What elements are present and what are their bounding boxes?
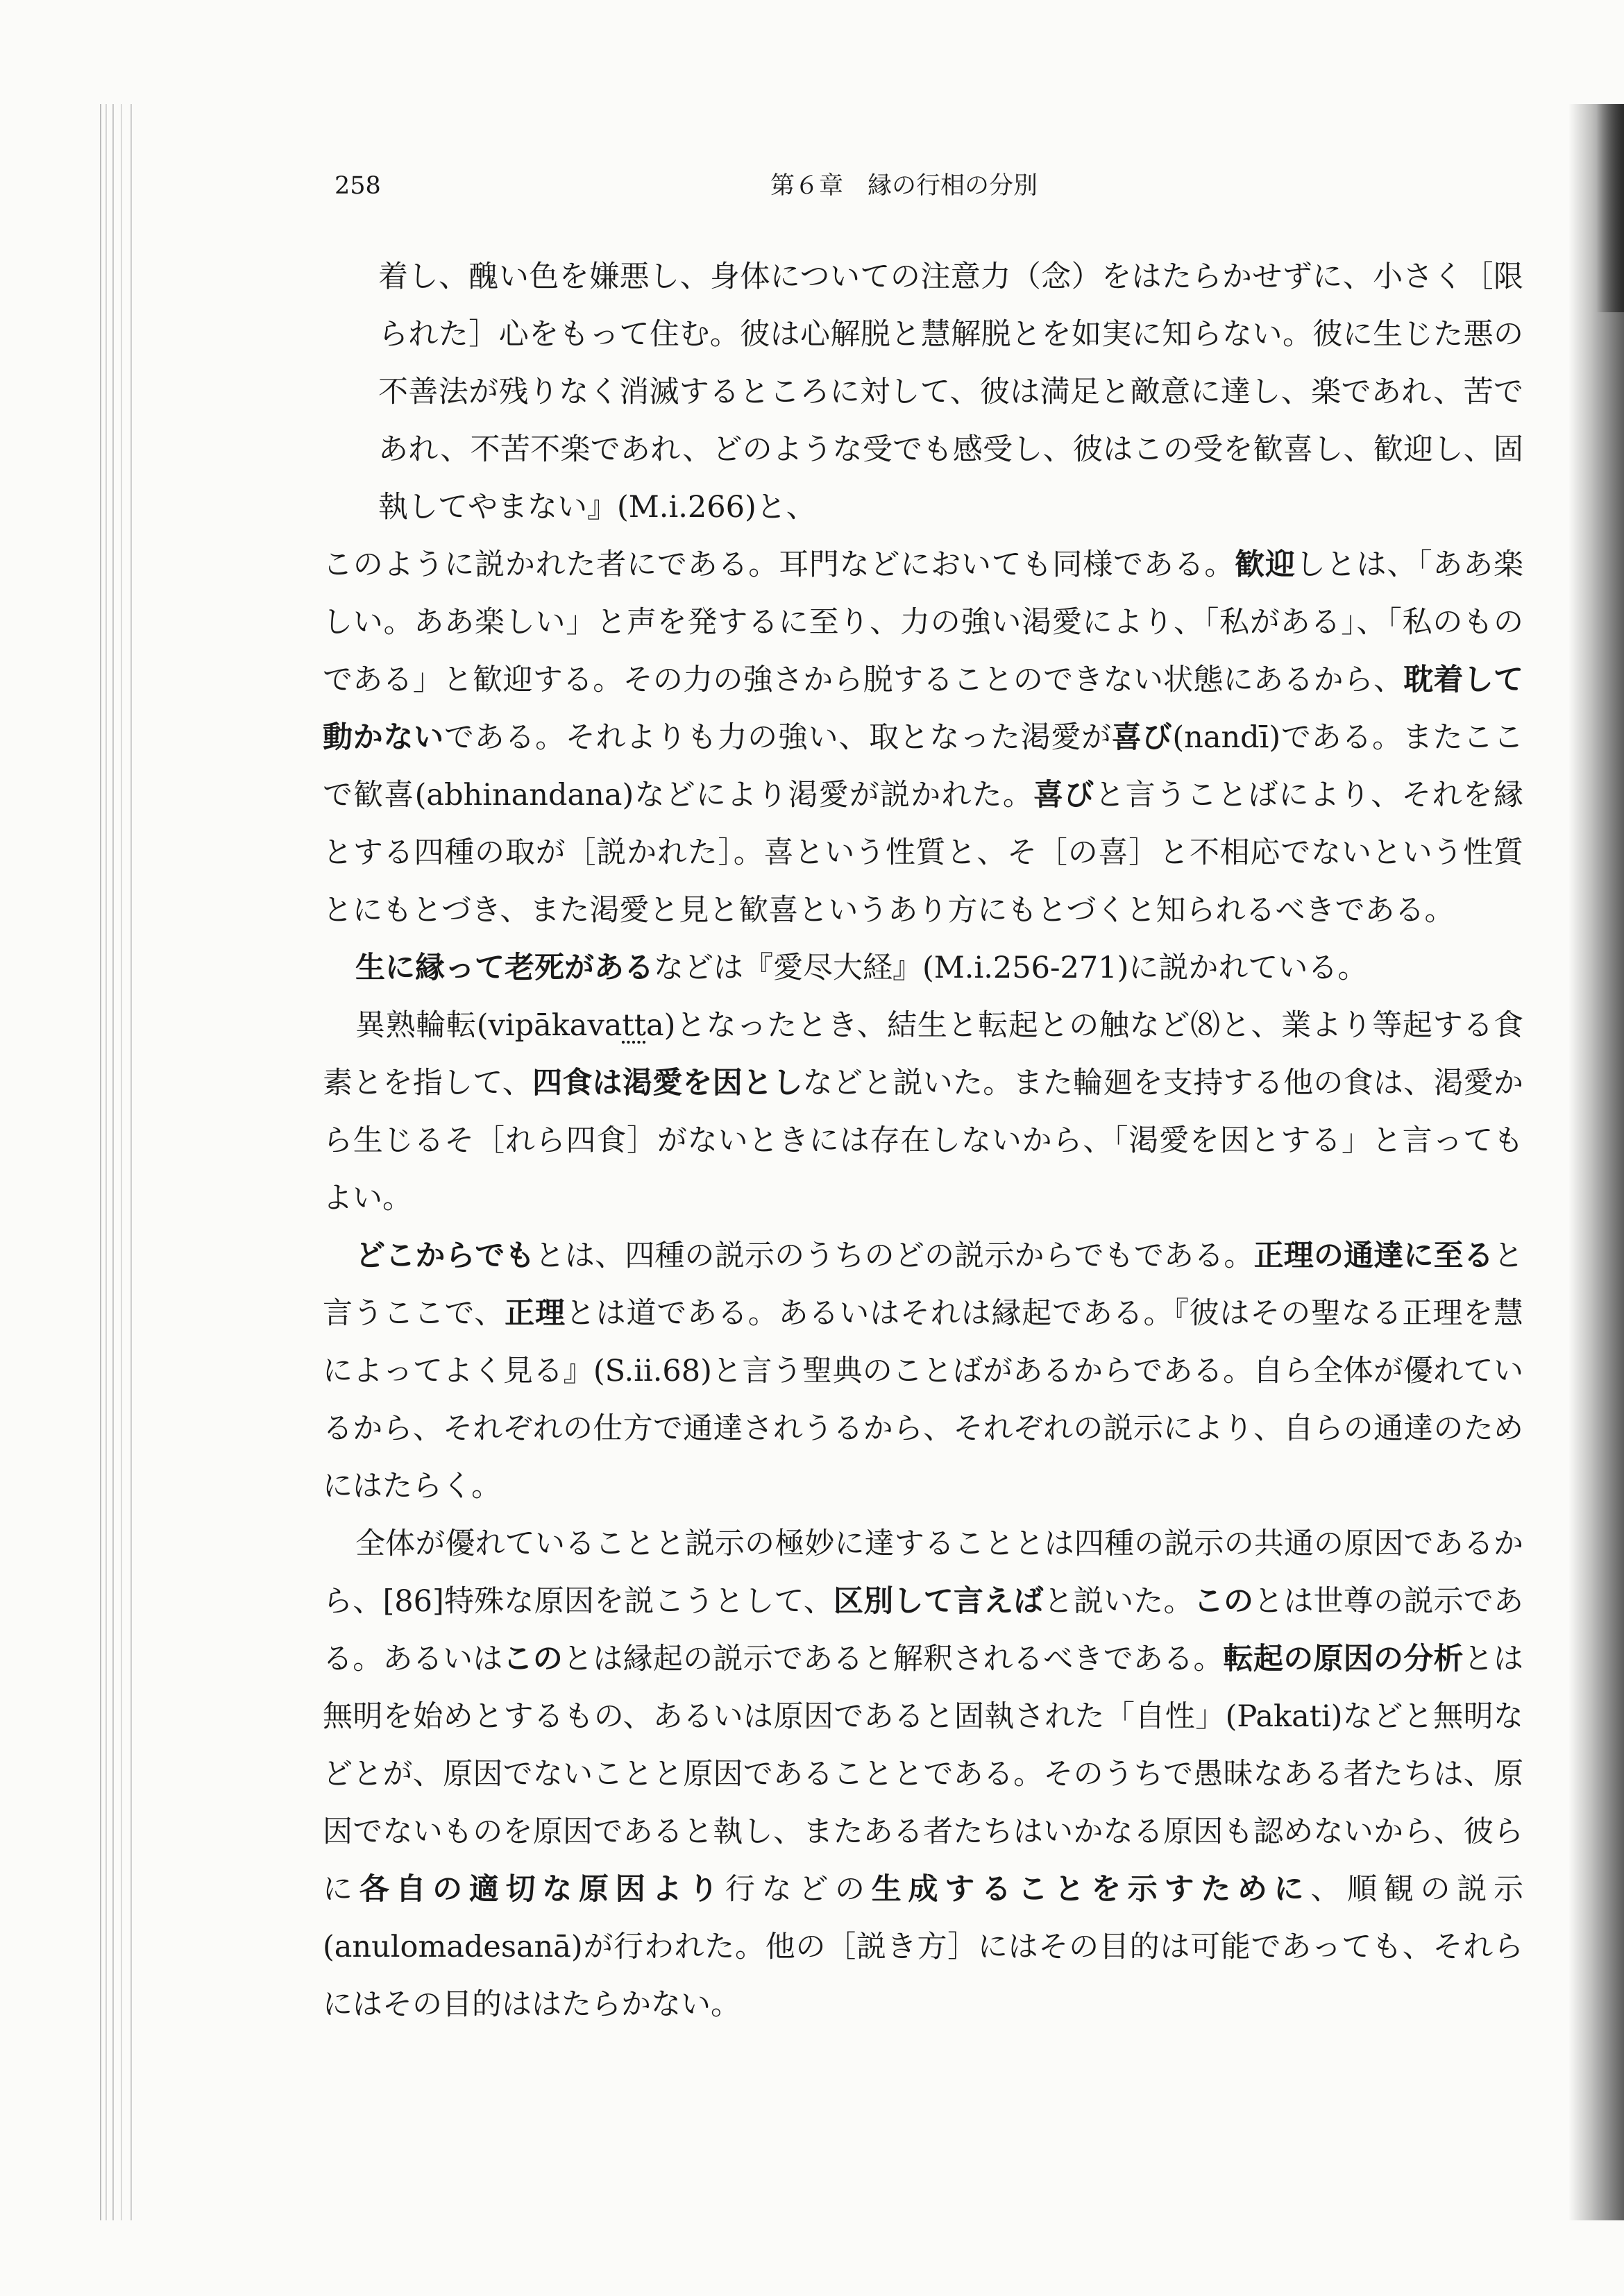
body-paragraph	[323, 997, 1523, 1227]
bold-term: 正理	[505, 1296, 566, 1331]
bold-term: 耽着して動かない	[323, 663, 1524, 755]
bold-term: 喜び	[1033, 778, 1095, 813]
text-run: と言うことばにより、それを縁とする四種の取が［説かれた］。喜という性質と、そ［の喜］と不相応でないという性質とにもとづき、また渇愛と見と歓喜というあり方にもとづくと知られるべきである。	[323, 778, 1524, 928]
page-edge-dark-corner	[1596, 104, 1624, 312]
text-run: a)となったとき、結生と転起との触など⑻と、業より等起する食素とを指して、	[323, 1008, 1523, 1100]
bold-term: 生に縁って老死がある	[355, 951, 654, 985]
block-quotation	[323, 248, 1523, 536]
bold-term: どこからでも	[355, 1239, 535, 1273]
page-number: 258	[335, 172, 381, 200]
text-block	[323, 248, 1523, 2034]
binding-gutter	[97, 104, 139, 2220]
body-paragraph	[323, 939, 1523, 997]
bold-term: 生成することを示すために	[871, 1872, 1311, 1907]
quotation-paragraph: 着し、醜い色を嫌悪し、身体についての注意力（念）をはたらかせずに、小さく［限られた］心をもって住む。彼は心解脱と慧解脱とを如実に知らない。彼に生じた悪の不善法が残りなく消滅するところに対して、彼は満足と敵意に達し、楽であれ、苦であれ、不苦不楽であれ、どのような受でも感受し、彼はこの受を歓喜し、歓迎し、固執してやまない』(M.i.266)と、	[378, 260, 1523, 525]
text-run: と説いた。	[1043, 1584, 1194, 1619]
text-run: 異熟輪転(vipākava	[355, 1008, 623, 1043]
bold-term: 各自の適切な原因より	[359, 1872, 725, 1907]
bold-term: 四食は渇愛を因とし	[532, 1066, 803, 1100]
text-run: と言うここで、	[323, 1239, 1524, 1331]
running-head: 第６章 縁の行相の分別	[770, 172, 1038, 200]
text-run: とは世尊の説示である。あるいは	[323, 1584, 1524, 1676]
body-text	[323, 536, 1523, 2034]
text-run: とは、四種の説示のうちのどの説示からでもである。	[534, 1239, 1254, 1273]
bold-term: 正理の通達に至る	[1253, 1239, 1494, 1273]
bold-term: 転起の原因の分析	[1223, 1642, 1464, 1676]
text-run: (nandī)である。またここで歓喜(abhinandana)などにより渇愛が説かれた。	[323, 720, 1524, 813]
text-run: このように説かれた者にである。耳門などにおいても同様である。	[323, 547, 1235, 582]
text-run: である。それよりも力の強い、取となった渇愛が	[443, 720, 1112, 755]
text-run: などと説いた。また輪廻を支持する他の食は、渇愛から生じるそ［れら四食］がないときには存在しないから、「渇愛を因とする」と言ってもよい。	[323, 1066, 1524, 1216]
text-run: 、順観の説示(anulomadesanā)が行われた。他の［説き方］にはその目的は可能であっても、それらにはその目的ははたらかない。	[323, 1872, 1523, 2022]
text-run: 行などの	[725, 1872, 872, 1907]
text-run: しとは、「ああ楽しい。ああ楽しい」と声を発するに至り、力の強い渇愛により、「私がある」、「私のものである」と歓迎する。その力の強さから脱することのできない状態にあるから、	[323, 547, 1524, 697]
bold-term: この	[502, 1642, 564, 1676]
body-paragraph	[323, 1227, 1523, 1515]
text-run: とは無明を始めとするもの、あるいは原因であると固執された「自性」(Pakati)などと無明などとが、原因でないことと原因であることとである。そのうちで愚昧なある者たちは、原因でないものを原因であると執し、またある者たちはいかなる原因も認めないから、彼らに	[323, 1642, 1524, 1907]
body-paragraph	[323, 536, 1523, 939]
bold-term: 区別して言えば	[834, 1584, 1044, 1619]
dotted-letters: tt	[622, 1008, 646, 1043]
text-run: とは縁起の説示であると解釈されるべきである。	[563, 1642, 1224, 1676]
page-edge-shadow	[1568, 104, 1624, 2220]
text-run: などは『愛尽大経』(M.i.256-271)に説かれている。	[654, 951, 1368, 985]
bold-term: 喜び	[1111, 720, 1173, 755]
text-run: 全体が優れていることと説示の極妙に達することとは四種の説示の共通の原因であるから、[86]特殊な原因を説こうとして、	[323, 1527, 1523, 1619]
body-paragraph	[323, 1515, 1523, 2034]
bold-term: この	[1193, 1584, 1254, 1619]
bold-term: 歓迎	[1235, 547, 1296, 582]
text-run: とは道である。あるいはそれは縁起である。『彼はその聖なる正理を慧によってよく見る』(S.ii.68)と言う聖典のことばがあるからである。自ら全体が優れているから、それぞれの仕方で通達されうるから、それぞれの説示により、自らの通達のためにはたらく。	[323, 1296, 1524, 1504]
